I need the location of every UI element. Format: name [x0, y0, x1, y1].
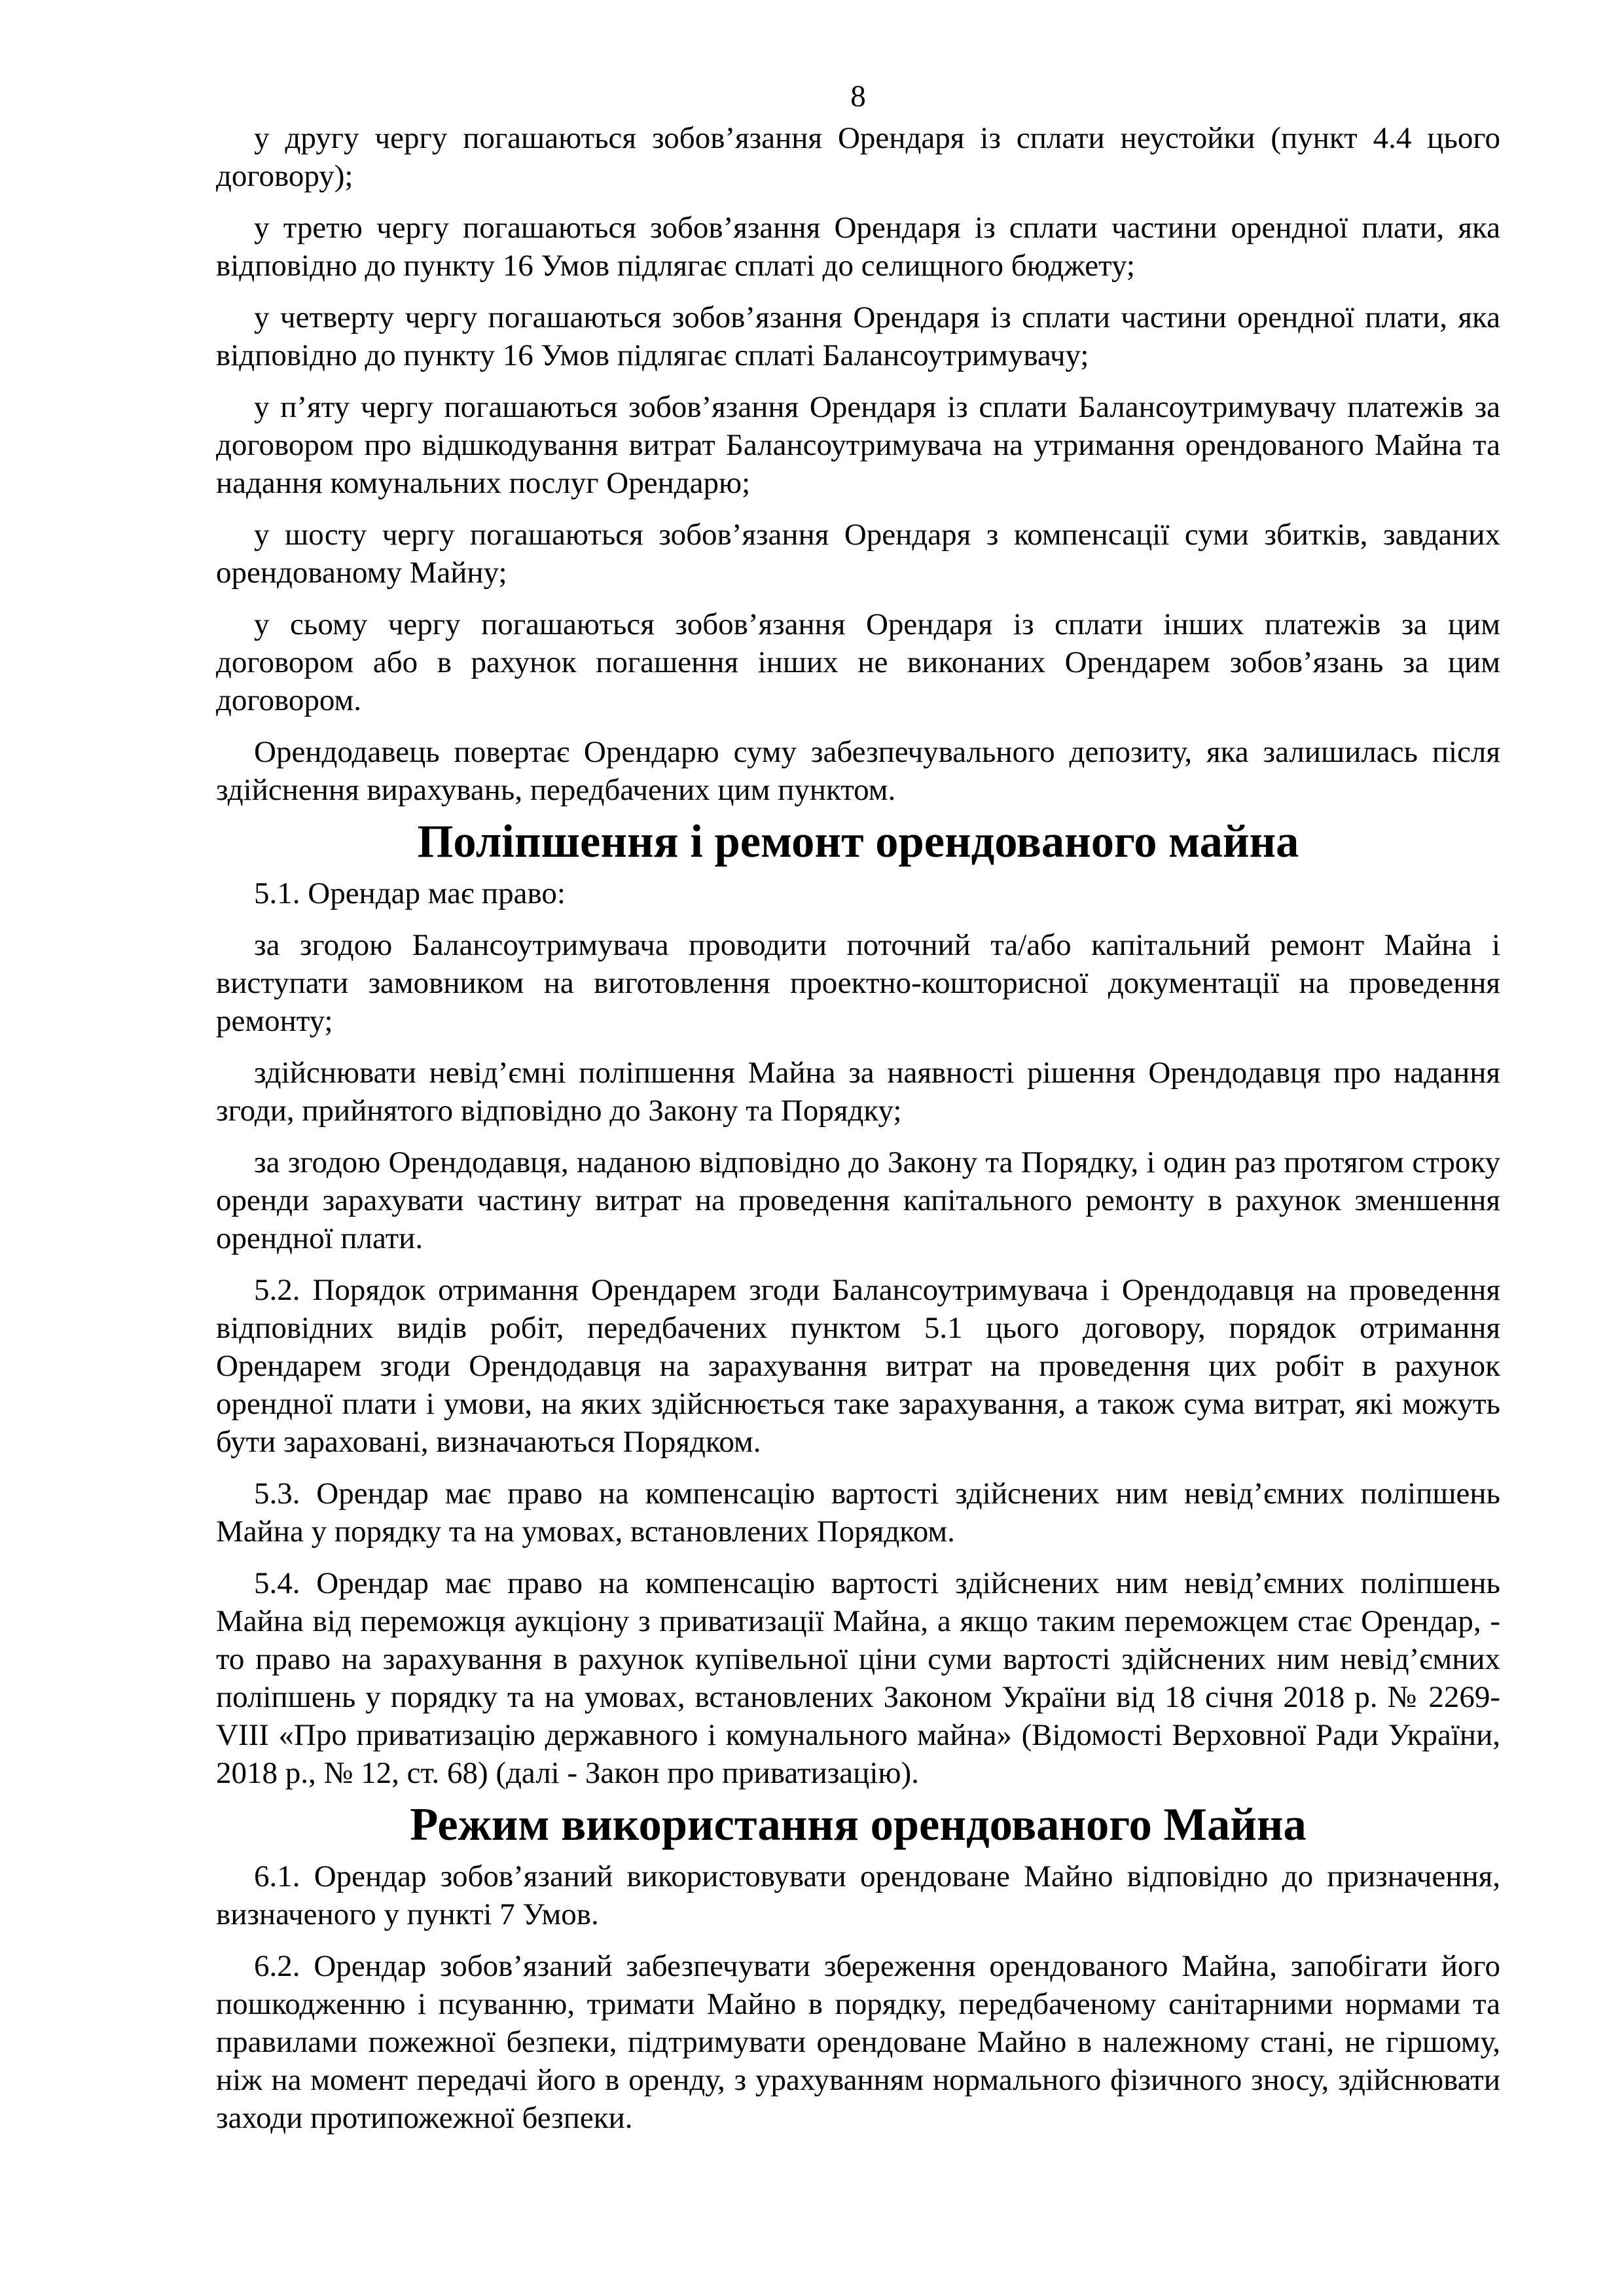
page-number: 8	[850, 79, 866, 113]
section-heading-usage: Режим використання орендованого Майна	[410, 1799, 1307, 1850]
paragraph-second-priority: у другу чергу погашаються зобов’язання Орендаря із сплати неустойки (пункт 4.4 цього договору);	[216, 121, 1500, 193]
paragraph-5-1-offset: за згодою Орендодавця, наданою відповідно до Закону та Порядку, і один раз протягом строку оренди зарахувати частину витрат на проведення капітального ремонту в рахунок зменшення орендної плати.	[216, 1145, 1500, 1255]
paragraph-sixth-priority: у шосту чергу погашаються зобов’язання Орендаря з компенсації суми збитків, завданих орендованому Майну;	[216, 518, 1500, 590]
paragraph-6-2: 6.2. Орендар зобов’язаний забезпечувати збереження орендованого Майна, запобігати його пошкодженню і псуванню, тримати Майно в порядку, передбаченому санітарними нормами та правилами пожежної безпеки, підтримувати орендоване Майно в належному стані, не гіршому, ніж на момент передачі його в оренду, з урахуванням нормального фізичного зносу, здійснювати заходи протипожежної безпеки.	[216, 1949, 1500, 2135]
paragraph-5-4: 5.4. Орендар має право на компенсацію вартості здійснених ним невід’ємних поліпшень Майна від переможця аукціону з приватизації Майна, а якщо таким переможцем стає Орендар, - то право на зарахування в рахунок купівельної ціни суми вартості здійснених ним невід’ємних поліпшень у порядку та на умовах, встановлених Законом України від 18 січня 2018 р. № 2269-VIII «Про приватизацію державного і комунального майна» (Відомості Верховної Ради України, 2018 р., № 12, ст. 68) (далі - Закон про приватизацію).	[216, 1566, 1500, 1790]
paragraph-third-priority: у третю чергу погашаються зобов’язання Орендаря із сплати частини орендної плати, яка відповідно до пункту 16 Умов підлягає сплаті до селищного бюджету;	[216, 211, 1500, 283]
paragraph-seventh-priority: у сьому чергу погашаються зобов’язання Орендаря із сплати інших платежів за цим договором або в рахунок погашення інших не виконаних Орендарем зобов’язань за цим договором.	[216, 607, 1500, 717]
paragraph-5-2: 5.2. Порядок отримання Орендарем згоди Балансоутримувача і Орендодавця на проведення відповідних видів робіт, передбачених пунктом 5.1 цього договору, порядок отримання Орендарем згоди Орендодавця на зарахування витрат на проведення цих робіт в рахунок орендної плати і умови, на яких здійснюється таке зарахування, а також сума витрат, які можуть бути зараховані, визначаються Порядком.	[216, 1273, 1500, 1459]
paragraph-fourth-priority: у четверту чергу погашаються зобов’язання Орендаря із сплати частини орендної плати, яка відповідно до пункту 16 Умов підлягає сплаті Балансоутримувачу;	[216, 300, 1500, 372]
paragraph-5-3: 5.3. Орендар має право на компенсацію вартості здійснених ним невід’ємних поліпшень Майна у порядку та на умовах, встановлених Порядком.	[216, 1477, 1500, 1549]
paragraph-5-1-repair: за згодою Балансоутримувача проводити поточний та/або капітальний ремонт Майна і виступати замовником на виготовлення проектно-кошторисної документації на проведення ремонту;	[216, 928, 1500, 1038]
paragraph-5-1: 5.1. Орендар має право:	[254, 876, 566, 910]
paragraph-fifth-priority: у п’яту чергу погашаються зобов’язання Орендаря із сплати Балансоутримувачу платежів за договором про відшкодування витрат Балансоутримувача на утримання орендованого Майна та надання комунальних послуг Орендарю;	[216, 390, 1500, 500]
paragraph-deposit-return: Орендодавець повертає Орендарю суму забезпечувального депозиту, яка залишилась після здійснення вирахувань, передбачених цим пунктом.	[216, 735, 1500, 807]
paragraph-5-1-improvements: здійснювати невід’ємні поліпшення Майна за наявності рішення Орендодавця про надання згоди, прийнятого відповідно до Закону та Порядку;	[216, 1056, 1500, 1128]
section-heading-improvements: Поліпшення і ремонт орендованого майна	[417, 816, 1299, 867]
document-page	[216, 77, 1500, 2151]
paragraph-6-1: 6.1. Орендар зобов’язаний використовувати орендоване Майно відповідно до призначення, визначеного у пункті 7 Умов.	[216, 1859, 1500, 1931]
